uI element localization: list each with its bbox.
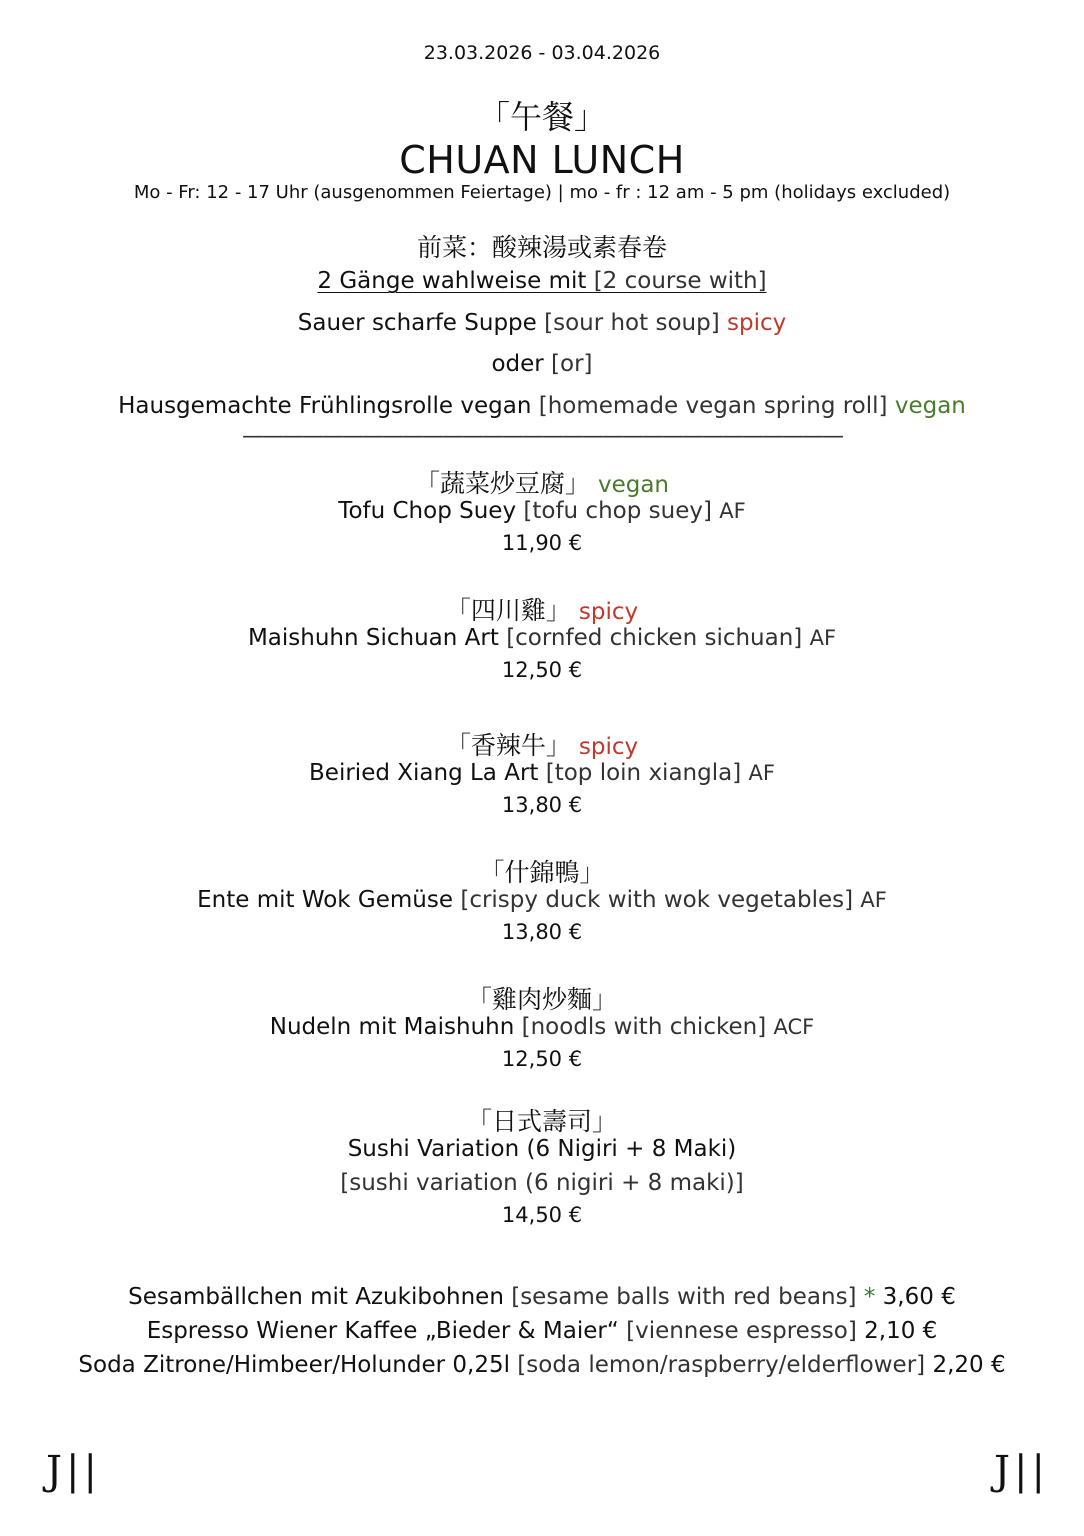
extra-price: 2,10 €: [864, 1318, 938, 1344]
extra-item: [0, 1318, 1084, 1344]
page-title: CHUAN LUNCH: [399, 138, 685, 182]
dish-name-de: Sushi Variation (6 Nigiri + 8 Maki): [347, 1136, 737, 1162]
dish-allergens: ACF: [773, 1015, 815, 1039]
dish-chinese-name: 「日式壽司」: [466, 1107, 617, 1136]
extra-name-de: Espresso Wiener Kaffee „Bieder & Maier“: [146, 1318, 619, 1344]
dish-allergens: AF: [809, 626, 837, 650]
dish-chinese: [0, 980, 1084, 1016]
dish-chinese-name: 「蔬菜炒豆腐」: [414, 469, 590, 498]
dish-name: [0, 498, 1084, 524]
soup-tag: spicy: [726, 310, 787, 336]
opening-hours: Mo - Fr: 12 - 17 Uhr (ausgenommen Feiertage) | mo - fr : 12 am - 5 pm (holidays excluded): [133, 182, 951, 203]
dish-price: 13,80 €: [501, 920, 583, 944]
dish-chinese: [0, 1102, 1084, 1138]
extra-name-de: Soda Zitrone/Himbeer/Holunder 0,25l: [78, 1352, 510, 1378]
date-range: 23.03.2026 - 03.04.2026: [423, 42, 661, 64]
dish-name-en: [tofu chop suey]: [523, 498, 712, 524]
dish-chinese: [0, 464, 1084, 500]
dish-name-de: Ente mit Wok Gemüse: [197, 887, 454, 913]
divider: ——————————————————————————————: [242, 424, 842, 449]
courses-en: [2 course with]: [593, 268, 767, 294]
dish-price: 13,80 €: [501, 793, 583, 817]
logo-right: J||: [994, 1448, 1049, 1494]
dish-price: 11,90 €: [501, 531, 583, 555]
dish-name-en: [cornfed chicken sichuan]: [506, 625, 803, 651]
dish-price: 12,50 €: [501, 1047, 583, 1071]
or-de: oder: [491, 351, 544, 377]
extra-price: 3,60 €: [882, 1284, 956, 1310]
dish-chinese: [0, 853, 1084, 889]
extra-name-en: [viennese espresso]: [626, 1318, 857, 1344]
roll-tag: vegan: [894, 393, 966, 419]
soup-line: [0, 310, 1084, 336]
dish-tag: spicy: [578, 599, 639, 625]
dish-name-de: Tofu Chop Suey: [338, 498, 517, 524]
dish-name: [0, 625, 1084, 651]
chinese-title: 「午餐」: [477, 98, 606, 136]
soup-de: Sauer scharfe Suppe: [297, 310, 537, 336]
dish-name-en: [top loin xiangla]: [545, 760, 742, 786]
roll-line: [0, 393, 1084, 419]
roll-de: Hausgemachte Frühlingsrolle vegan: [118, 393, 532, 419]
courses-de: 2 Gänge wahlweise mit: [317, 268, 587, 294]
dish-chinese-name: 「什錦鴨」: [479, 858, 605, 887]
dish-name-de: Nudeln mit Maishuhn: [269, 1014, 515, 1040]
dish-tag: spicy: [578, 734, 639, 760]
extra-name-en: [sesame balls with red beans]: [511, 1284, 857, 1310]
extra-name-en: [soda lemon/raspberry/elderflower]: [517, 1352, 926, 1378]
dish-chinese: [0, 591, 1084, 627]
roll-en: [homemade vegan spring roll]: [538, 393, 888, 419]
dish-price: 12,50 €: [501, 658, 583, 682]
dish-name: [0, 1014, 1084, 1040]
dish-allergens: AF: [719, 499, 746, 523]
extra-name-de: Sesambällchen mit Azukibohnen: [128, 1284, 504, 1310]
dish-name: [0, 760, 1084, 786]
dish-chinese-name: 「四川雞」: [445, 596, 571, 625]
dish-name-en: [noodls with chicken]: [521, 1014, 767, 1040]
dish-tag: vegan: [597, 472, 669, 498]
dish-chinese: [0, 726, 1084, 762]
logo-left: J||: [46, 1448, 101, 1494]
dish-name-de: Maishuhn Sichuan Art: [247, 625, 499, 651]
dish-allergens: AF: [860, 888, 887, 912]
dish-chinese-name: 「雞肉炒麵」: [466, 985, 617, 1014]
dish-name-en: [crispy duck with wok vegetables]: [460, 887, 854, 913]
dish-name-de: Beiried Xiang La Art: [309, 760, 539, 786]
soup-en: [sour hot soup]: [544, 310, 720, 336]
or-en: [or]: [551, 351, 593, 377]
dish-price: 14,50 €: [501, 1203, 583, 1227]
or-line: [0, 351, 1084, 377]
extra-item: [0, 1284, 1084, 1310]
dish-name-en: [sushi variation (6 nigiri + 8 maki)]: [340, 1170, 744, 1196]
dish-allergens: AF: [748, 761, 775, 785]
extra-price: 2,20 €: [932, 1352, 1006, 1378]
courses-line: [0, 268, 1084, 294]
dish-name: [0, 887, 1084, 913]
starter-chinese: 前菜：酸辣湯或素春卷: [416, 233, 667, 262]
dish-chinese-name: 「香辣牛」: [445, 731, 571, 760]
extra-marker: *: [863, 1284, 876, 1310]
extra-item: [0, 1352, 1084, 1378]
